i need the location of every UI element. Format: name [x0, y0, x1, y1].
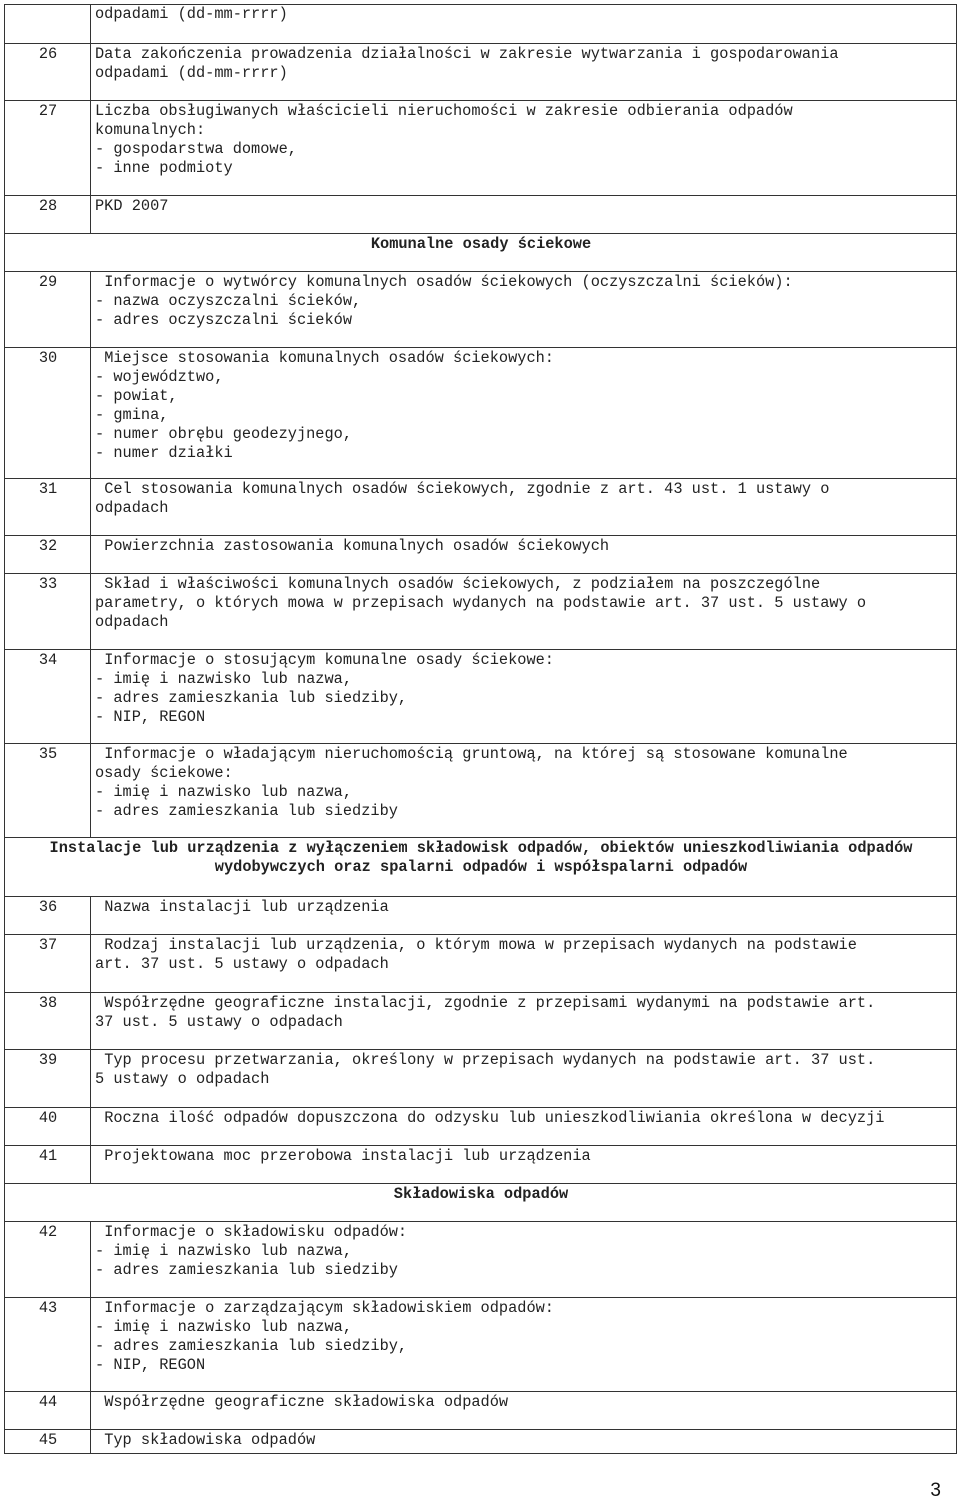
page-number: 3: [930, 1480, 941, 1501]
table-row: [5, 935, 957, 993]
table-row: [5, 744, 957, 838]
row-description: Cel stosowania komunalnych osadów ściekowych, zgodnie z art. 43 ust. 1 ustawy o odpadach: [91, 479, 957, 536]
section-header-komunalne: [5, 234, 957, 272]
row-number: 42: [5, 1222, 91, 1298]
row-number: 37: [5, 935, 91, 993]
row-content-cell: odpadami (dd-mm-rrrr): [91, 5, 957, 44]
row-number: 29: [5, 272, 91, 348]
row-description: Data zakończenia prowadzenia działalności w zakresie wytwarzania i gospodarowania odpadami (dd-mm-rrrr): [91, 44, 957, 101]
table-row: [5, 272, 957, 348]
row-description: Roczna ilość odpadów dopuszczona do odzysku lub unieszkodliwiania określona w decyzji: [91, 1108, 957, 1146]
row-number: 44: [5, 1392, 91, 1430]
row-number: 35: [5, 744, 91, 838]
row-description: Powierzchnia zastosowania komunalnych osadów ściekowych: [91, 536, 957, 574]
table-row: [5, 993, 957, 1050]
row-number: 30: [5, 348, 91, 479]
row-description: Informacje o wytwórcy komunalnych osadów ściekowych (oczyszczalni ścieków): - nazwa oczyszczalni ścieków, - adres oczyszczalni ścieków: [91, 272, 957, 348]
row-description: Typ składowiska odpadów: [91, 1430, 957, 1454]
row-description: Informacje o zarządzającym składowiskiem odpadów: - imię i nazwisko lub nazwa, - adres zamieszkania lub siedziby, - NIP, REGON: [91, 1298, 957, 1392]
row-description: Współrzędne geograficzne składowiska odpadów: [91, 1392, 957, 1430]
row-number: 32: [5, 536, 91, 574]
section-title: [5, 838, 957, 897]
row-description: Projektowana moc przerobowa instalacji lub urządzenia: [91, 1146, 957, 1184]
row-number: 34: [5, 650, 91, 744]
section-header-instalacje: [5, 838, 957, 897]
row-description: Skład i właściwości komunalnych osadów ściekowych, z podziałem na poszczególne parametry, o których mowa w przepisach wydanych na podstawie art. 37 ust. 5 ustawy o odpadach: [91, 574, 957, 650]
row-description: PKD 2007: [91, 196, 957, 234]
row-number: 39: [5, 1050, 91, 1108]
row-description: Informacje o władającym nieruchomością gruntową, na której są stosowane komunalne osady ściekowe: - imię i nazwisko lub nazwa, - adres zamieszkania lub siedziby: [91, 744, 957, 838]
section-header-skladowiska: [5, 1184, 957, 1222]
form-fields-table: [4, 4, 957, 1454]
table-row: [5, 1050, 957, 1108]
table-row: [5, 101, 957, 196]
row-description: Nazwa instalacji lub urządzenia: [91, 897, 957, 935]
row-description: Współrzędne geograficzne instalacji, zgodnie z przepisami wydanymi na podstawie art. 37 ust. 5 ustawy o odpadach: [91, 993, 957, 1050]
table-row: [5, 574, 957, 650]
row-number: 36: [5, 897, 91, 935]
table-row: [5, 1108, 957, 1146]
row-description: Miejsce stosowania komunalnych osadów ściekowych: - województwo, - powiat, - gmina, - numer obrębu geodezyjnego, - numer działki: [91, 348, 957, 479]
row-number: 26: [5, 44, 91, 101]
row-description: Informacje o stosującym komunalne osady ściekowe: - imię i nazwisko lub nazwa, - adres zamieszkania lub siedziby, - NIP, REGON: [91, 650, 957, 744]
row-number: 33: [5, 574, 91, 650]
table-row: [5, 536, 957, 574]
table-row: [5, 650, 957, 744]
table-row: [5, 479, 957, 536]
section-title-line: wydobywczych oraz spalarni odpadów i współspalarni odpadów: [214, 857, 748, 876]
row-number: 41: [5, 1146, 91, 1184]
row-number: 31: [5, 479, 91, 536]
table-row: [5, 196, 957, 234]
table-row: [5, 348, 957, 479]
section-title: Komunalne osady ściekowe: [5, 234, 957, 272]
section-title-line: Instalacje lub urządzenia z wyłączeniem składowisk odpadów, obiektów unieszkodliwiania odpadów: [49, 839, 913, 857]
row-description: Liczba obsługiwanych właścicieli nieruchomości w zakresie odbierania odpadów komunalnych: - gospodarstwa domowe, - inne podmioty: [91, 101, 957, 196]
table-row: [5, 1146, 957, 1184]
row-number: 27: [5, 101, 91, 196]
table-row: [5, 1392, 957, 1430]
row-description: Typ procesu przetwarzania, określony w przepisach wydanych na podstawie art. 37 ust. 5 ustawy o odpadach: [91, 1050, 957, 1108]
table-row: [5, 44, 957, 101]
table-row: [5, 1430, 957, 1454]
row-number-cell: [5, 5, 91, 44]
table-row: [5, 1298, 957, 1392]
row-number: 38: [5, 993, 91, 1050]
table-row: [5, 1222, 957, 1298]
row-number: 43: [5, 1298, 91, 1392]
row-description: Rodzaj instalacji lub urządzenia, o którym mowa w przepisach wydanych na podstawie art. 37 ust. 5 ustawy o odpadach: [91, 935, 957, 993]
row-number: 45: [5, 1430, 91, 1454]
table-row: [5, 897, 957, 935]
row-number: 40: [5, 1108, 91, 1146]
row-number: 28: [5, 196, 91, 234]
table-row-continuation: [5, 5, 957, 44]
section-title: Składowiska odpadów: [5, 1184, 957, 1222]
row-description: Informacje o składowisku odpadów: - imię i nazwisko lub nazwa, - adres zamieszkania lub siedziby: [91, 1222, 957, 1298]
